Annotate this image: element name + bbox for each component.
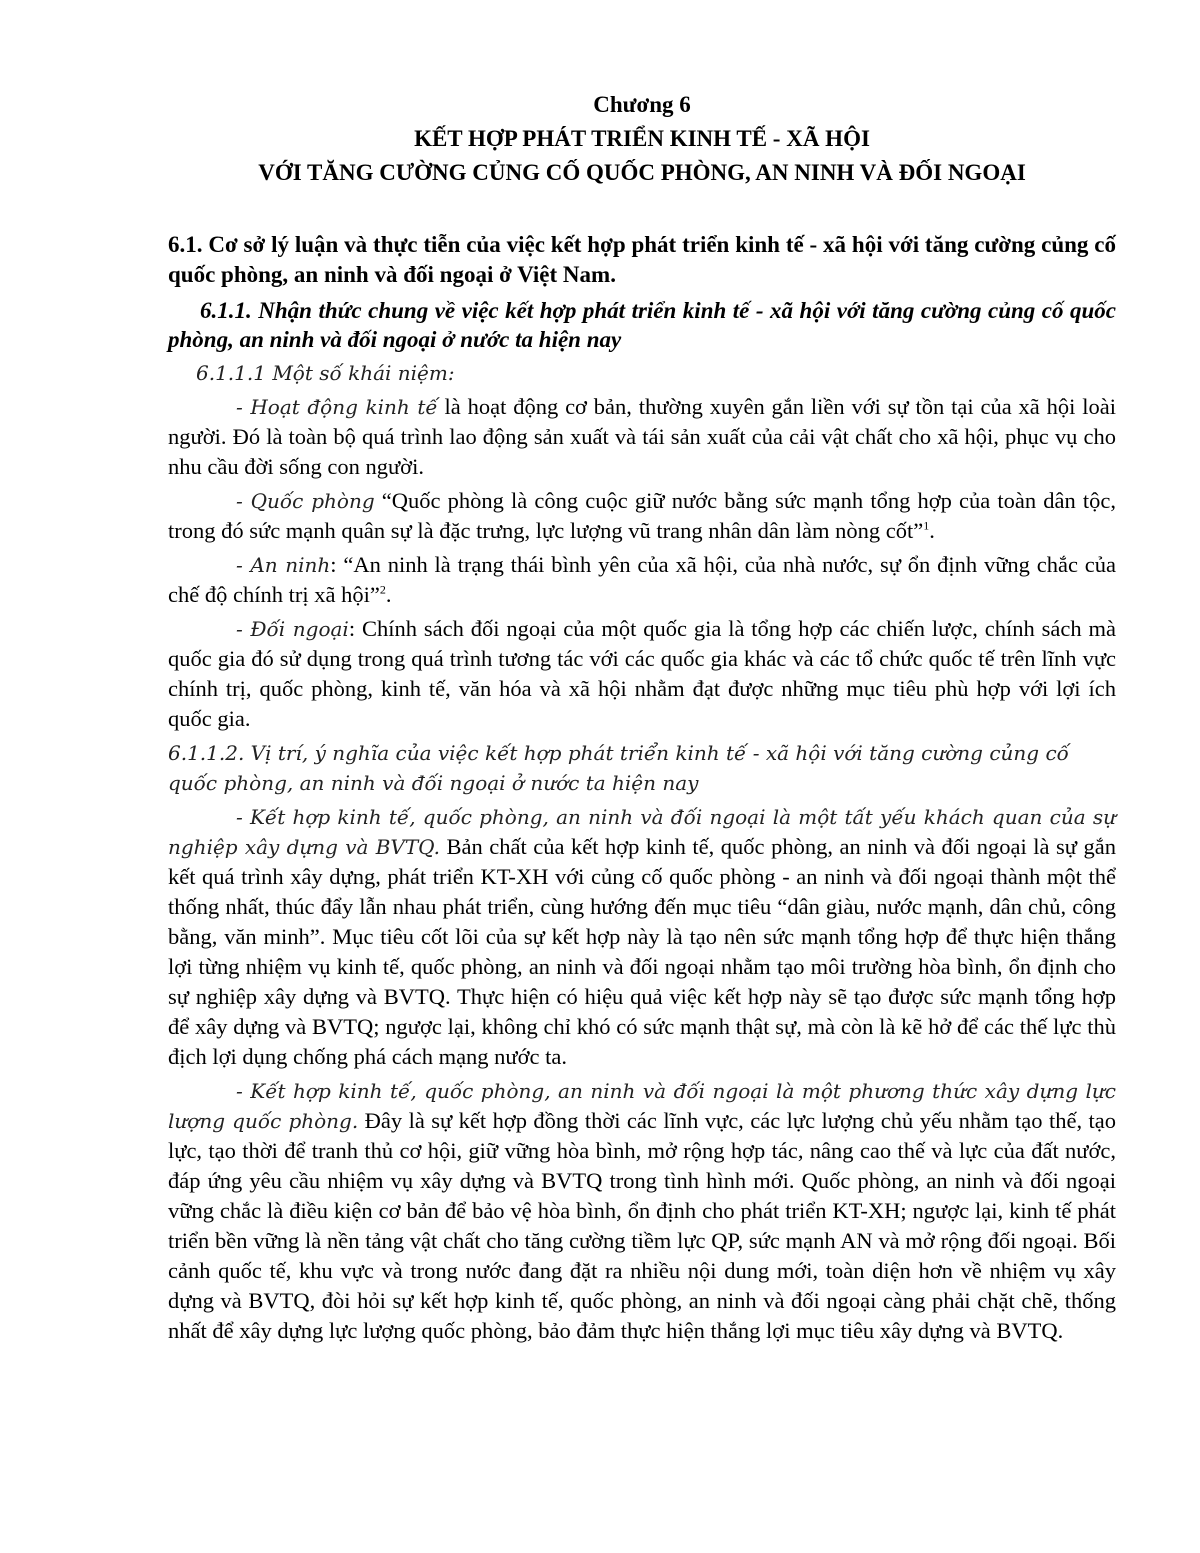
concept-body: là hoạt động cơ bản, thường xuyên gắn liền với sự tồn tại của xã hội loài người. Đó là toàn bộ quá trình lao động sản xuất và tái sản xuất của cải vật chất cho xã hội, phục vụ cho nhu cầu đời sống con người.	[168, 394, 1116, 479]
subsection-heading-6-1-1: 6.1.1. Nhận thức chung về việc kết hợp phát triển kinh tế - xã hội với tăng cường củng cố quốc phòng, an ninh và đối ngoại ở nước ta hiện nay	[168, 298, 1116, 352]
chapter-header	[168, 88, 1116, 190]
concept-term: - Đối ngoại	[236, 617, 349, 641]
concept-paragraph-foreign-affairs	[168, 614, 1116, 734]
concept-tail: .	[929, 518, 935, 543]
concept-term: - Hoạt động kinh tế	[236, 395, 438, 419]
point-lead: - Kết hợp kinh tế, quốc phòng, an ninh và đối ngoại là một tất yếu khách quan của sự nghiệp xây dựng và BVTQ.	[168, 805, 1116, 859]
footnote-marker[interactable]: 2	[379, 582, 386, 597]
concept-body: : “An ninh là trạng thái bình yên của xã hội, của nhà nước, sự ổn định vững chắc của chế độ chính trị xã hội”	[168, 552, 1117, 607]
chapter-title-line-2: VỚI TĂNG CƯỜNG CỦNG CỐ QUỐC PHÒNG, AN NINH VÀ ĐỐI NGOẠI	[258, 160, 1026, 185]
footnote-marker[interactable]: 1	[923, 518, 930, 533]
point-paragraph-method	[168, 1076, 1116, 1346]
point-body: Đây là sự kết hợp đồng thời các lĩnh vực, các lực lượng chủ yếu nhằm tạo thế, tạo lực, tạo thời để tranh thủ cơ hội, giữ vững hòa bình, mở rộng hợp tác, nâng cao thế và lực của đất nước, đáp ứng yêu cầu nhiệm vụ xây dựng và BVTQ trong tình hình mới. Quốc phòng, an ninh và đối ngoại vững chắc là điều kiện cơ bản để bảo vệ hòa bình, ổn định cho phát triển KT-XH; ngược lại, kinh tế phát triển bền vững là nền tảng vật chất cho tăng cường tiềm lực QP, sức mạnh AN và mở rộng đối ngoại. Bối cảnh quốc tế, khu vực và trong nước đang đặt ra nhiều nội dung mới, toàn diện hơn về nhiệm vụ xây dựng và BVTQ, đòi hỏi sự kết hợp kinh tế, quốc phòng, an ninh và đối ngoại càng phải chặt chẽ, thống nhất để xây dựng lực lượng quốc phòng, bảo đảm thực hiện thắng lợi mục tiêu xây dựng và BVTQ.	[168, 1108, 1117, 1343]
point-body: Bản chất của kết hợp kinh tế, quốc phòng, an ninh và đối ngoại là sự gắn kết quá trình xây dựng, phát triển KT-XH với củng cố quốc phòng - an ninh và đối ngoại thành một thể thống nhất, thúc đẩy lẫn nhau phát triển, cùng hướng đến mục tiêu “dân giàu, nước mạnh, dân chủ, công bằng, văn minh”. Mục tiêu cốt lõi của sự kết hợp này là tạo nên sức mạnh tổng hợp để thực hiện thắng lợi từng nhiệm vụ kinh tế, quốc phòng, an ninh và đối ngoại nhằm tạo môi trường hòa bình, ổn định cho sự nghiệp xây dựng và BVTQ. Thực hiện có hiệu quả việc kết hợp này sẽ tạo được sức mạnh tổng hợp để xây dựng và BVTQ; ngược lại, không chỉ khó có sức mạnh thật sự, mà còn là kẽ hở để các thế lực thù địch lợi dụng chống phá cách mạng nước ta.	[168, 834, 1116, 1069]
chapter-title-line-1: KẾT HỢP PHÁT TRIỂN KINH TẾ - XÃ HỘI	[414, 126, 870, 151]
subsubsection-heading-6-1-1-1: 6.1.1.1 Một số khái niệm:	[196, 361, 455, 385]
section-heading-6-1: 6.1. Cơ sở lý luận và thực tiễn của việc kết hợp phát triển kinh tế - xã hội với tăng cường củng cố quốc phòng, an ninh và đối ngoại ở Việt Nam.	[168, 232, 1116, 287]
concept-term: - An ninh	[236, 553, 331, 577]
concept-paragraph-defense	[168, 486, 1116, 546]
point-paragraph-inevitability	[168, 802, 1116, 1072]
concept-term: - Quốc phòng	[236, 489, 375, 513]
subsubsection-heading-6-1-1-2: 6.1.1.2. Vị trí, ý nghĩa của việc kết hợp phát triển kinh tế - xã hội với tăng cường củng cố quốc phòng, an ninh và đối ngoại ở nước ta hiện nay	[168, 741, 1069, 795]
concept-body: : Chính sách đối ngoại của một quốc gia là tổng hợp các chiến lược, chính sách mà quốc gia đó sử dụng trong quá trình tương tác với các quốc gia khác và các tổ chức quốc tế trên lĩnh vực chính trị, quốc phòng, kinh tế, văn hóa và xã hội nhằm đạt được những mục tiêu phù hợp với lợi ích quốc gia.	[168, 616, 1116, 731]
chapter-number: Chương 6	[593, 92, 691, 117]
concept-paragraph-economy	[168, 392, 1116, 482]
concept-paragraph-security	[168, 550, 1116, 610]
point-lead: - Kết hợp kinh tế, quốc phòng, an ninh và đối ngoại là một phương thức xây dựng lực lượng quốc phòng.	[168, 1079, 1116, 1133]
concept-body: “Quốc phòng là công cuộc giữ nước bằng sức mạnh tổng hợp của toàn dân tộc, trong đó sức mạnh quân sự là đặc trưng, lực lượng vũ trang nhân dân làm nòng cốt”	[168, 488, 1116, 543]
concept-tail: .	[385, 582, 392, 607]
